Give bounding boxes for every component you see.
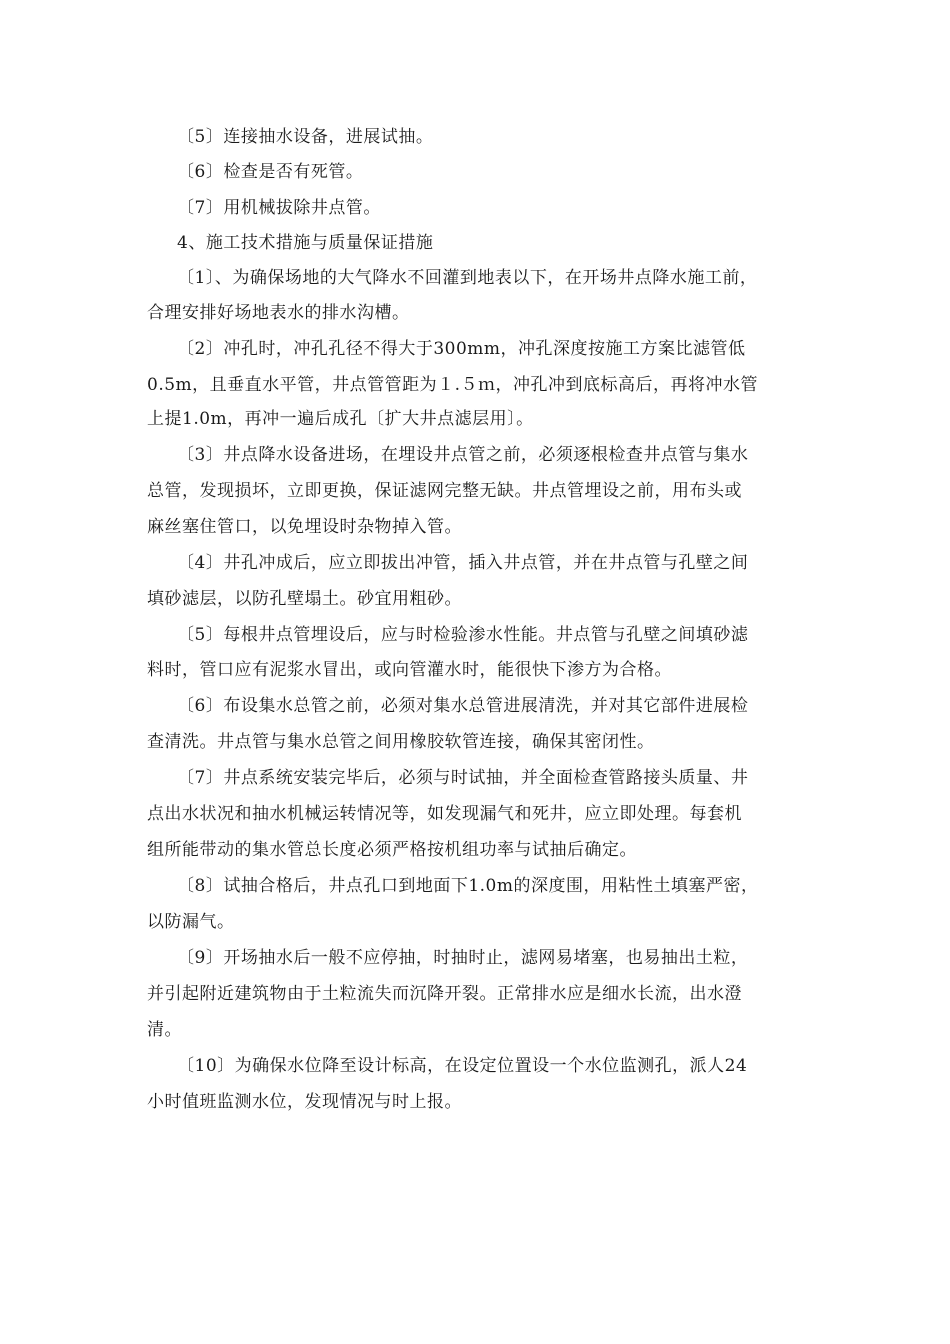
- measure-5-line-2: 料时，管口应有泥浆水冒出，或向管灌水时，能很快下渗方为合格。: [147, 660, 672, 680]
- measure-1-line-1: 〔1〕、为确保场地的大气降水不回灌到地表以下，在开场井点降水施工前，: [177, 268, 758, 288]
- measure-7-line-3: 组所能带动的集水管总长度必须严格按机组功率与试抽后确定。: [147, 840, 637, 860]
- measure-4-line-1: 〔4〕井孔冲成后，应立即拔出冲管，插入井点管，并在井点管与孔壁之间: [177, 553, 749, 573]
- step-5-connect-pump: 〔5〕连接抽水设备，进展试抽。: [177, 127, 434, 147]
- step-6-check-dead-pipe: 〔6〕检查是否有死管。: [177, 162, 364, 182]
- measure-8-line-1: 〔8〕试抽合格后，井点孔口到地面下1.0m的深度围，用粘性土填塞严密，: [177, 876, 759, 896]
- measure-9-line-1: 〔9〕开场抽水后一般不应停抽，时抽时止，滤网易堵塞，也易抽出土粒，: [177, 948, 749, 968]
- measure-9-line-3: 清。: [147, 1020, 182, 1040]
- measure-3-line-1: 〔3〕井点降水设备进场，在埋设井点管之前，必须逐根检查井点管与集水: [177, 445, 749, 465]
- measure-10-line-2: 小时值班监测水位，发现情况与时上报。: [147, 1092, 462, 1112]
- step-7-remove-pipe: 〔7〕用机械拔除井点管。: [177, 198, 381, 218]
- measure-6-line-1: 〔6〕布设集水总管之前，必须对集水总管进展清洗，并对其它部件进展检: [177, 696, 749, 716]
- measure-3-line-3: 麻丝塞住管口，以免埋设时杂物掉入管。: [147, 517, 462, 537]
- measure-9-line-2: 并引起附近建筑物由于土粒流失而沉降开裂。正常排水应是细水长流，出水澄: [147, 984, 742, 1004]
- measure-2-line-3: 上提1.0m，再冲一遍后成孔〔扩大井点滤层用〕。: [147, 409, 534, 429]
- measure-10-line-1: 〔10〕为确保水位降至设计标高，在设定位置设一个水位监测孔，派人24: [177, 1056, 748, 1076]
- measure-2-line-1: 〔2〕冲孔时，冲孔孔径不得大于300mm，冲孔深度按施工方案比滤管低: [177, 339, 746, 359]
- measure-7-line-1: 〔7〕井点系统安装完毕后，必须与时试抽，并全面检查管路接头质量、井: [177, 768, 749, 788]
- measure-8-line-2: 以防漏气。: [147, 912, 235, 932]
- measure-3-line-2: 总管，发现损坏，立即更换，保证滤网完整无缺。井点管埋设之前，用布头或: [147, 481, 742, 501]
- measure-1-line-2: 合理安排好场地表水的排水沟槽。: [147, 303, 410, 323]
- measure-5-line-1: 〔5〕每根井点管埋设后，应与时检验渗水性能。井点管与孔壁之间填砂滤: [177, 625, 749, 645]
- section-heading-4: 4、施工技术措施与质量保证措施: [177, 233, 434, 253]
- measure-6-line-2: 查清洗。井点管与集水总管之间用橡胶软管连接，确保其密闭性。: [147, 732, 655, 752]
- measure-7-line-2: 点出水状况和抽水机械运转情况等，如发现漏气和死井，应立即处理。每套机: [147, 804, 742, 824]
- measure-4-line-2: 填砂滤层，以防孔壁塌土。砂宜用粗砂。: [147, 589, 462, 609]
- measure-2-line-2: 0.5m，且垂直水平管，井点管管距为１.５ｍ，冲孔冲到底标高后，再将冲水管: [147, 375, 759, 395]
